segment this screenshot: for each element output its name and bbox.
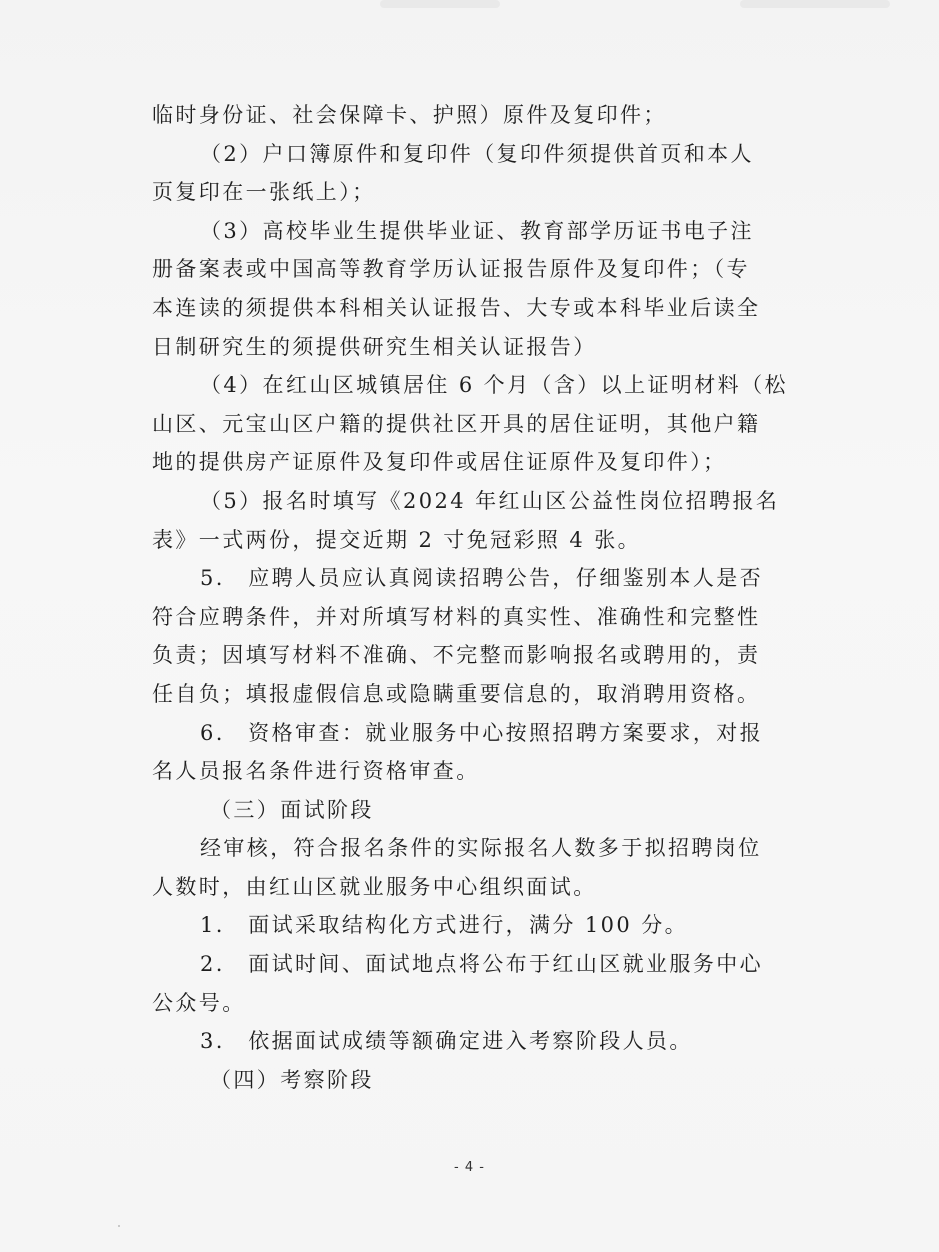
page-number: - 4 - (454, 1160, 485, 1175)
text-line: 地的提供房产证原件及复印件或居住证原件及复印件）； (152, 450, 727, 475)
text-line: （3）高校毕业生提供毕业证、教育部学历证书电子注 (200, 218, 754, 243)
text-line: 经审核，符合报名条件的实际报名人数多于拟招聘岗位 (200, 836, 762, 861)
scan-artifact (380, 0, 500, 8)
text-line: 5. 应聘人员应认真阅读招聘公告，仔细鉴别本人是否 (200, 566, 764, 591)
text-line: 符合应聘条件，并对所填写材料的真实性、准确性和完整性 (152, 604, 761, 629)
text-line: （2）户口簿原件和复印件（复印件须提供首页和本人 (200, 141, 754, 166)
text-line: 册备案表或中国高等教育学历认证报告原件及复印件；（专 (152, 257, 750, 282)
text-line: 负责；因填写材料不准确、不完整而影响报名或聘用的，责 (152, 643, 761, 668)
text-line: （5）报名时填写《2024 年红山区公益性岗位招聘报名 (200, 488, 780, 513)
text-line: 表》一式两份，提交近期 2 寸免冠彩照 4 张。 (152, 527, 642, 552)
text-line: 6. 资格审查：就业服务中心按照招聘方案要求，对报 (200, 720, 764, 745)
text-line: 山区、元宝山区户籍的提供社区开具的居住证明，其他户籍 (152, 411, 761, 436)
text-line: 公众号。 (152, 990, 246, 1015)
text-line: 页复印在一张纸上）； (152, 180, 376, 205)
text-line: 3. 依据面试成绩等额确定进入考察阶段人员。 (200, 1029, 693, 1054)
section-heading: （四）考察阶段 (210, 1067, 374, 1092)
text-line: 1. 面试采取结构化方式进行，满分 100 分。 (200, 913, 689, 938)
text-line: 本连读的须提供本科相关认证报告、大专或本科毕业后读全 (152, 295, 761, 320)
text-line: 日制研究生的须提供研究生相关认证报告） (152, 334, 597, 359)
text-line: 名人员报名条件进行资格审查。 (152, 759, 480, 784)
text-line: 任自负；填报虚假信息或隐瞒重要信息的，取消聘用资格。 (152, 681, 761, 706)
document-body (152, 96, 792, 1099)
text-line: 2. 面试时间、面试地点将公布于红山区就业服务中心 (200, 952, 764, 977)
scan-artifact (118, 1225, 120, 1227)
text-line: 临时身份证、社会保障卡、护照）原件及复印件； (152, 103, 667, 127)
scan-artifact (740, 0, 890, 8)
text-line: 人数时，由红山区就业服务中心组织面试。 (152, 874, 597, 899)
text-line: （4）在红山区城镇居住 6 个月（含）以上证明材料（松 (200, 373, 788, 398)
section-heading: （三）面试阶段 (210, 797, 374, 822)
